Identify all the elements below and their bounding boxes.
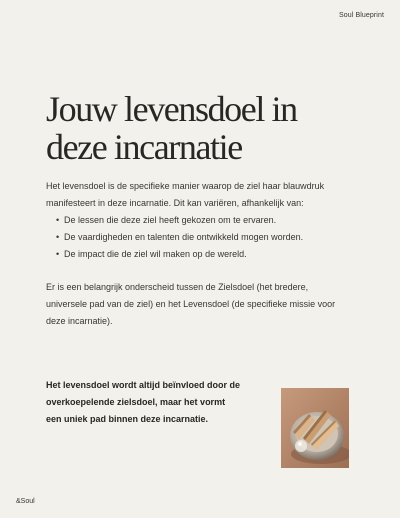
bullet-item: [56, 246, 346, 263]
bullet-text: De vaardigheden en talenten die ontwikkeld mogen worden.: [64, 232, 304, 242]
bullet-text: De lessen die deze ziel heeft gekozen om te ervaren.: [64, 215, 277, 225]
distinction-paragraph: Er is een belangrijk onderscheid tussen de Zielsdoel (het bredere, universele pad van de ziel) en het Levensdoel (de specifieke missie voor deze incarnatie).: [46, 282, 336, 326]
bullet-list: [46, 212, 346, 263]
emphasis-line-1: Het levensdoel wordt altijd beïnvloed door de: [46, 380, 241, 390]
emphasis-line-2: overkoepelende zielsdoel, maar het vormt: [46, 397, 226, 407]
palo-santo-bowl-photo: [281, 388, 349, 468]
bullet-dot-icon: •: [56, 215, 60, 225]
intro-paragraph: Het levensdoel is de specifieke manier waarop de ziel haar blauwdruk manifesteert in deze incarnatie. Dit kan variëren, afhankelijk van:: [46, 181, 325, 208]
footer-brand: &Soul: [16, 498, 35, 505]
bullet-item: [56, 229, 346, 246]
bullet-text: De impact die de ziel wil maken op de wereld.: [64, 249, 247, 259]
bullet-dot-icon: •: [56, 249, 60, 259]
emphasis-paragraph: [46, 377, 266, 428]
page-title-line-2: deze incarnatie: [46, 127, 242, 167]
bullet-dot-icon: •: [56, 232, 60, 242]
header-brand: Soul Blueprint: [339, 12, 384, 19]
emphasis-line-3: een uniek pad binnen deze incarnatie.: [46, 414, 209, 424]
page-title-line-1: Jouw levensdoel in: [46, 89, 297, 129]
body-text: [46, 178, 346, 330]
bullet-item: [56, 212, 346, 229]
page-title: [46, 90, 366, 166]
